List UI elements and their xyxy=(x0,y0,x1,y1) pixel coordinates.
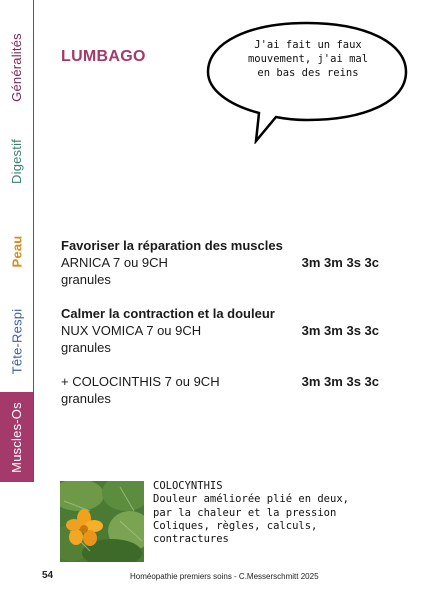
remedy-form: granules xyxy=(61,272,111,287)
plant-line-3: Coliques, règles, calculs, xyxy=(153,519,318,532)
tab-muscles-os-label: Muscles-Os xyxy=(9,401,24,473)
section-heading: Calmer la contraction et la douleur xyxy=(61,306,275,321)
section-contraction xyxy=(61,305,391,356)
remedy-name: NUX VOMICA 7 ou 9CH xyxy=(61,323,202,338)
tab-generalites-label: Généralités xyxy=(9,32,24,102)
remedy-row xyxy=(61,322,391,339)
remedy-form: granules xyxy=(61,340,111,355)
tab-digestif[interactable] xyxy=(0,126,33,196)
bubble-line-1: J'ai fait un faux xyxy=(254,39,362,51)
tab-digestif-label: Digestif xyxy=(9,138,25,184)
bubble-text xyxy=(228,38,388,80)
plant-name: COLOCYNTHIS xyxy=(153,480,223,492)
remedy-row xyxy=(61,254,391,271)
tab-rail xyxy=(33,0,34,482)
remedy-row xyxy=(61,373,391,390)
plant-line-1: Douleur améliorée plié en deux, xyxy=(153,493,349,506)
plant-line-2: par la chaleur et la pression xyxy=(153,506,337,519)
colocynthis-flower-photo xyxy=(60,481,144,562)
bubble-line-3: en bas des reins xyxy=(257,67,359,79)
tab-teterespi-label: Tête-Respi xyxy=(9,308,25,374)
page-number: 54 xyxy=(42,570,54,581)
section-reparation xyxy=(61,237,391,288)
footer-credit: Homéopathie premiers soins - C.Messerschmitt 2025 xyxy=(130,572,319,581)
plant-line-4: contractures xyxy=(153,533,229,546)
page-title: LUMBAGO xyxy=(61,48,146,65)
plant-description xyxy=(153,480,349,546)
remedy-name: ARNICA 7 ou 9CH xyxy=(61,255,168,270)
section-colocinthis xyxy=(61,373,391,407)
tab-generalites[interactable] xyxy=(0,12,33,122)
tab-muscles-os[interactable] xyxy=(0,392,33,482)
remedy-dose: 3m 3m 3s 3c xyxy=(301,374,379,389)
tab-peau[interactable] xyxy=(0,226,33,276)
tab-peau-label: Peau xyxy=(9,235,24,267)
tab-teterespi[interactable] xyxy=(0,296,33,386)
remedy-form: granules xyxy=(61,391,111,406)
remedy-dose: 3m 3m 3s 3c xyxy=(301,323,379,338)
remedy-name: + COLOCINTHIS 7 ou 9CH xyxy=(61,374,220,389)
section-heading: Favoriser la réparation des muscles xyxy=(61,238,283,253)
bubble-line-2: mouvement, j'ai mal xyxy=(247,53,369,65)
remedy-dose: 3m 3m 3s 3c xyxy=(301,255,379,270)
